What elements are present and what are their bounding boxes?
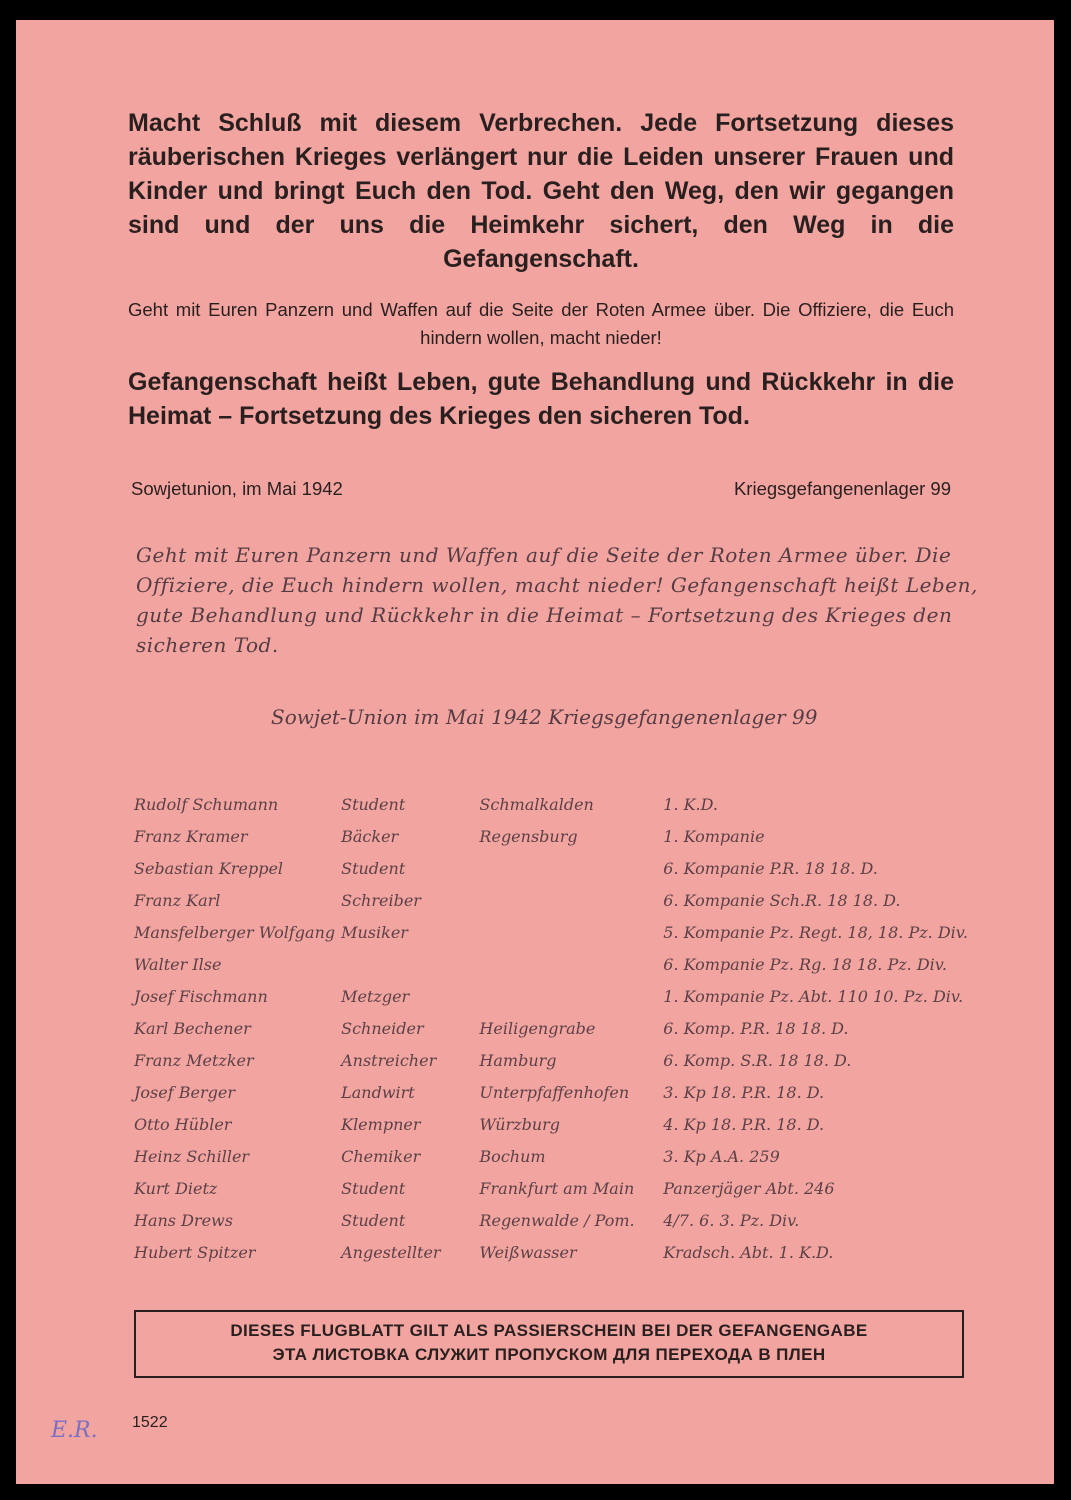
signature-occupation: Student xyxy=(341,1178,406,1198)
signature-occupation: Chemiker xyxy=(341,1146,421,1166)
signature-occupation: Klempner xyxy=(341,1114,421,1134)
signature-name: Franz Metzker xyxy=(134,1050,254,1070)
signature-occupation: Anstreicher xyxy=(341,1050,437,1070)
signature-name: Franz Karl xyxy=(134,890,221,910)
signature-home: Regensburg xyxy=(479,826,578,846)
signature-occupation: Landwirt xyxy=(341,1082,415,1102)
place-date: Sowjetunion, im Mai 1942 xyxy=(131,478,343,499)
signature-name: Sebastian Kreppel xyxy=(134,858,284,878)
handwritten-text: Geht mit Euren Panzern und Waffen auf die Seite der Roten Armee über. Die Offiziere, die Euch hindern wollen, macht nieder! Gefangenschaft heißt Leben, gute Behandlung und Rückkehr in die Heimat – Fortsetzung des Krieges den sicheren Tod. xyxy=(136,543,978,657)
signature-name: Heinz Schiller xyxy=(134,1146,250,1166)
leaflet-code: 1522 xyxy=(132,1414,168,1431)
signature-unit: 4/7. 6. 3. Pz. Div. xyxy=(663,1210,800,1230)
leaflet-paragraph-3: Gefangenschaft heißt Leben, gute Behandlung und Rückkehr in die Heimat – Fortsetzung des Krieges den sicheren Tod. xyxy=(128,368,954,430)
signature-name: Mansfelberger Wolfgang xyxy=(134,922,336,942)
signature-unit: 3. Kp 18. P.R. 18. D. xyxy=(663,1082,825,1102)
signature-name: Hubert Spitzer xyxy=(134,1242,256,1262)
signature-row xyxy=(134,948,974,980)
signature-occupation: Student xyxy=(341,1210,406,1230)
signature-home: Würzburg xyxy=(479,1114,561,1134)
signature-unit: 6. Kompanie Sch.R. 18 18. D. xyxy=(663,890,901,910)
signature-home: Bochum xyxy=(479,1146,546,1166)
signature-name: Walter Ilse xyxy=(134,954,222,974)
signature-row xyxy=(134,1204,974,1236)
signature-row xyxy=(134,980,974,1012)
leaflet-footer-line xyxy=(131,478,951,500)
signature-home xyxy=(479,980,663,1012)
signature-unit: 3. Kp A.A. 259 xyxy=(663,1146,780,1166)
signature-name: Karl Bechener xyxy=(134,1018,251,1038)
camp-name: Kriegsgefangenenlager 99 xyxy=(733,478,951,499)
signature-home: Hamburg xyxy=(479,1050,557,1070)
signature-name: Josef Fischmann xyxy=(134,986,268,1006)
signature-row xyxy=(134,1108,974,1140)
signature-occupation: Student xyxy=(341,794,406,814)
signature-unit: 1. K.D. xyxy=(663,794,718,814)
signature-unit: 6. Kompanie Pz. Rg. 18 18. Pz. Div. xyxy=(663,954,947,974)
signature-home xyxy=(479,948,663,980)
signature-name: Josef Berger xyxy=(134,1082,235,1102)
leaflet-paragraph-1: Macht Schluß mit diesem Verbrechen. Jede Fortsetzung dieses räuberischen Krieges verlängert nur die Leiden unserer Frauen und Kinder und bringt Euch den Tod. Geht den Weg, den wir gegangen sind und der uns die Heimkehr sichert, den Weg in die Gefangenschaft. xyxy=(128,109,954,273)
leaflet-sheet xyxy=(16,20,1054,1484)
signature-row xyxy=(134,1076,974,1108)
signature-home xyxy=(479,852,663,884)
signature-name: Franz Kramer xyxy=(134,826,248,846)
signature-unit: 1. Kompanie xyxy=(663,826,765,846)
signature-home: Weißwasser xyxy=(479,1242,577,1262)
signature-home: Frankfurt am Main xyxy=(479,1178,635,1198)
signature-occupation: Musiker xyxy=(341,922,408,942)
signature-occupation: Student xyxy=(341,858,406,878)
signature-unit: 6. Komp. S.R. 18 18. D. xyxy=(663,1050,852,1070)
signature-home xyxy=(479,916,663,948)
signature-home: Schmalkalden xyxy=(479,794,594,814)
signature-name: Otto Hübler xyxy=(134,1114,232,1134)
signature-name: Kurt Dietz xyxy=(134,1178,218,1198)
signature-occupation: Schneider xyxy=(341,1018,424,1038)
signature-home: Heiligengrabe xyxy=(479,1018,596,1038)
signature-list xyxy=(134,788,974,1268)
signature-name: Rudolf Schumann xyxy=(134,794,279,814)
signature-row xyxy=(134,1044,974,1076)
signature-occupation: Bäcker xyxy=(341,826,399,846)
signature-home: Regenwalde / Pom. xyxy=(479,1210,635,1230)
signature-occupation: Metzger xyxy=(341,986,410,1006)
signature-row xyxy=(134,1140,974,1172)
signature-unit: 4. Kp 18. P.R. 18. D. xyxy=(663,1114,825,1134)
pass-box xyxy=(134,1310,964,1378)
signature-unit: Kradsch. Abt. 1. K.D. xyxy=(663,1242,834,1262)
signature-row xyxy=(134,788,974,820)
signature-row xyxy=(134,884,974,916)
signature-row xyxy=(134,916,974,948)
signature-row xyxy=(134,820,974,852)
archive-stamp: E.R. xyxy=(51,1418,98,1443)
signature-row xyxy=(134,1012,974,1044)
signature-home xyxy=(479,884,663,916)
signature-unit: 1. Kompanie Pz. Abt. 110 10. Pz. Div. xyxy=(663,986,964,1006)
signature-occupation: Schreiber xyxy=(341,890,421,910)
signature-unit: 6. Kompanie P.R. 18 18. D. xyxy=(663,858,878,878)
signature-unit: Panzerjäger Abt. 246 xyxy=(663,1178,835,1198)
signature-row xyxy=(134,852,974,884)
pass-russian: ЭТА ЛИСТОВКА СЛУЖИТ ПРОПУСКОМ ДЛЯ ПЕРЕХОДА В ПЛЕН xyxy=(272,1345,826,1364)
signature-unit: 5. Kompanie Pz. Regt. 18, 18. Pz. Div. xyxy=(663,922,968,942)
signature-home: Unterpfaffenhofen xyxy=(479,1082,630,1102)
leaflet-paragraph-2: Geht mit Euren Panzern und Waffen auf die Seite der Roten Armee über. Die Offiziere, die Euch hindern wollen, macht nieder! xyxy=(128,299,954,348)
signature-row xyxy=(134,1236,974,1268)
handwritten-place-date: Sowjet-Union im Mai 1942 Kriegsgefangenenlager 99 xyxy=(271,705,818,729)
signature-row xyxy=(134,1172,974,1204)
signature-occupation: Angestellter xyxy=(341,1242,441,1262)
signature-occupation xyxy=(341,948,479,980)
pass-german: DIESES FLUGBLATT GILT ALS PASSIERSCHEIN BEI DER GEFANGENGABE xyxy=(230,1321,868,1340)
signature-unit: 6. Komp. P.R. 18 18. D. xyxy=(663,1018,849,1038)
signature-name: Hans Drews xyxy=(134,1210,233,1230)
